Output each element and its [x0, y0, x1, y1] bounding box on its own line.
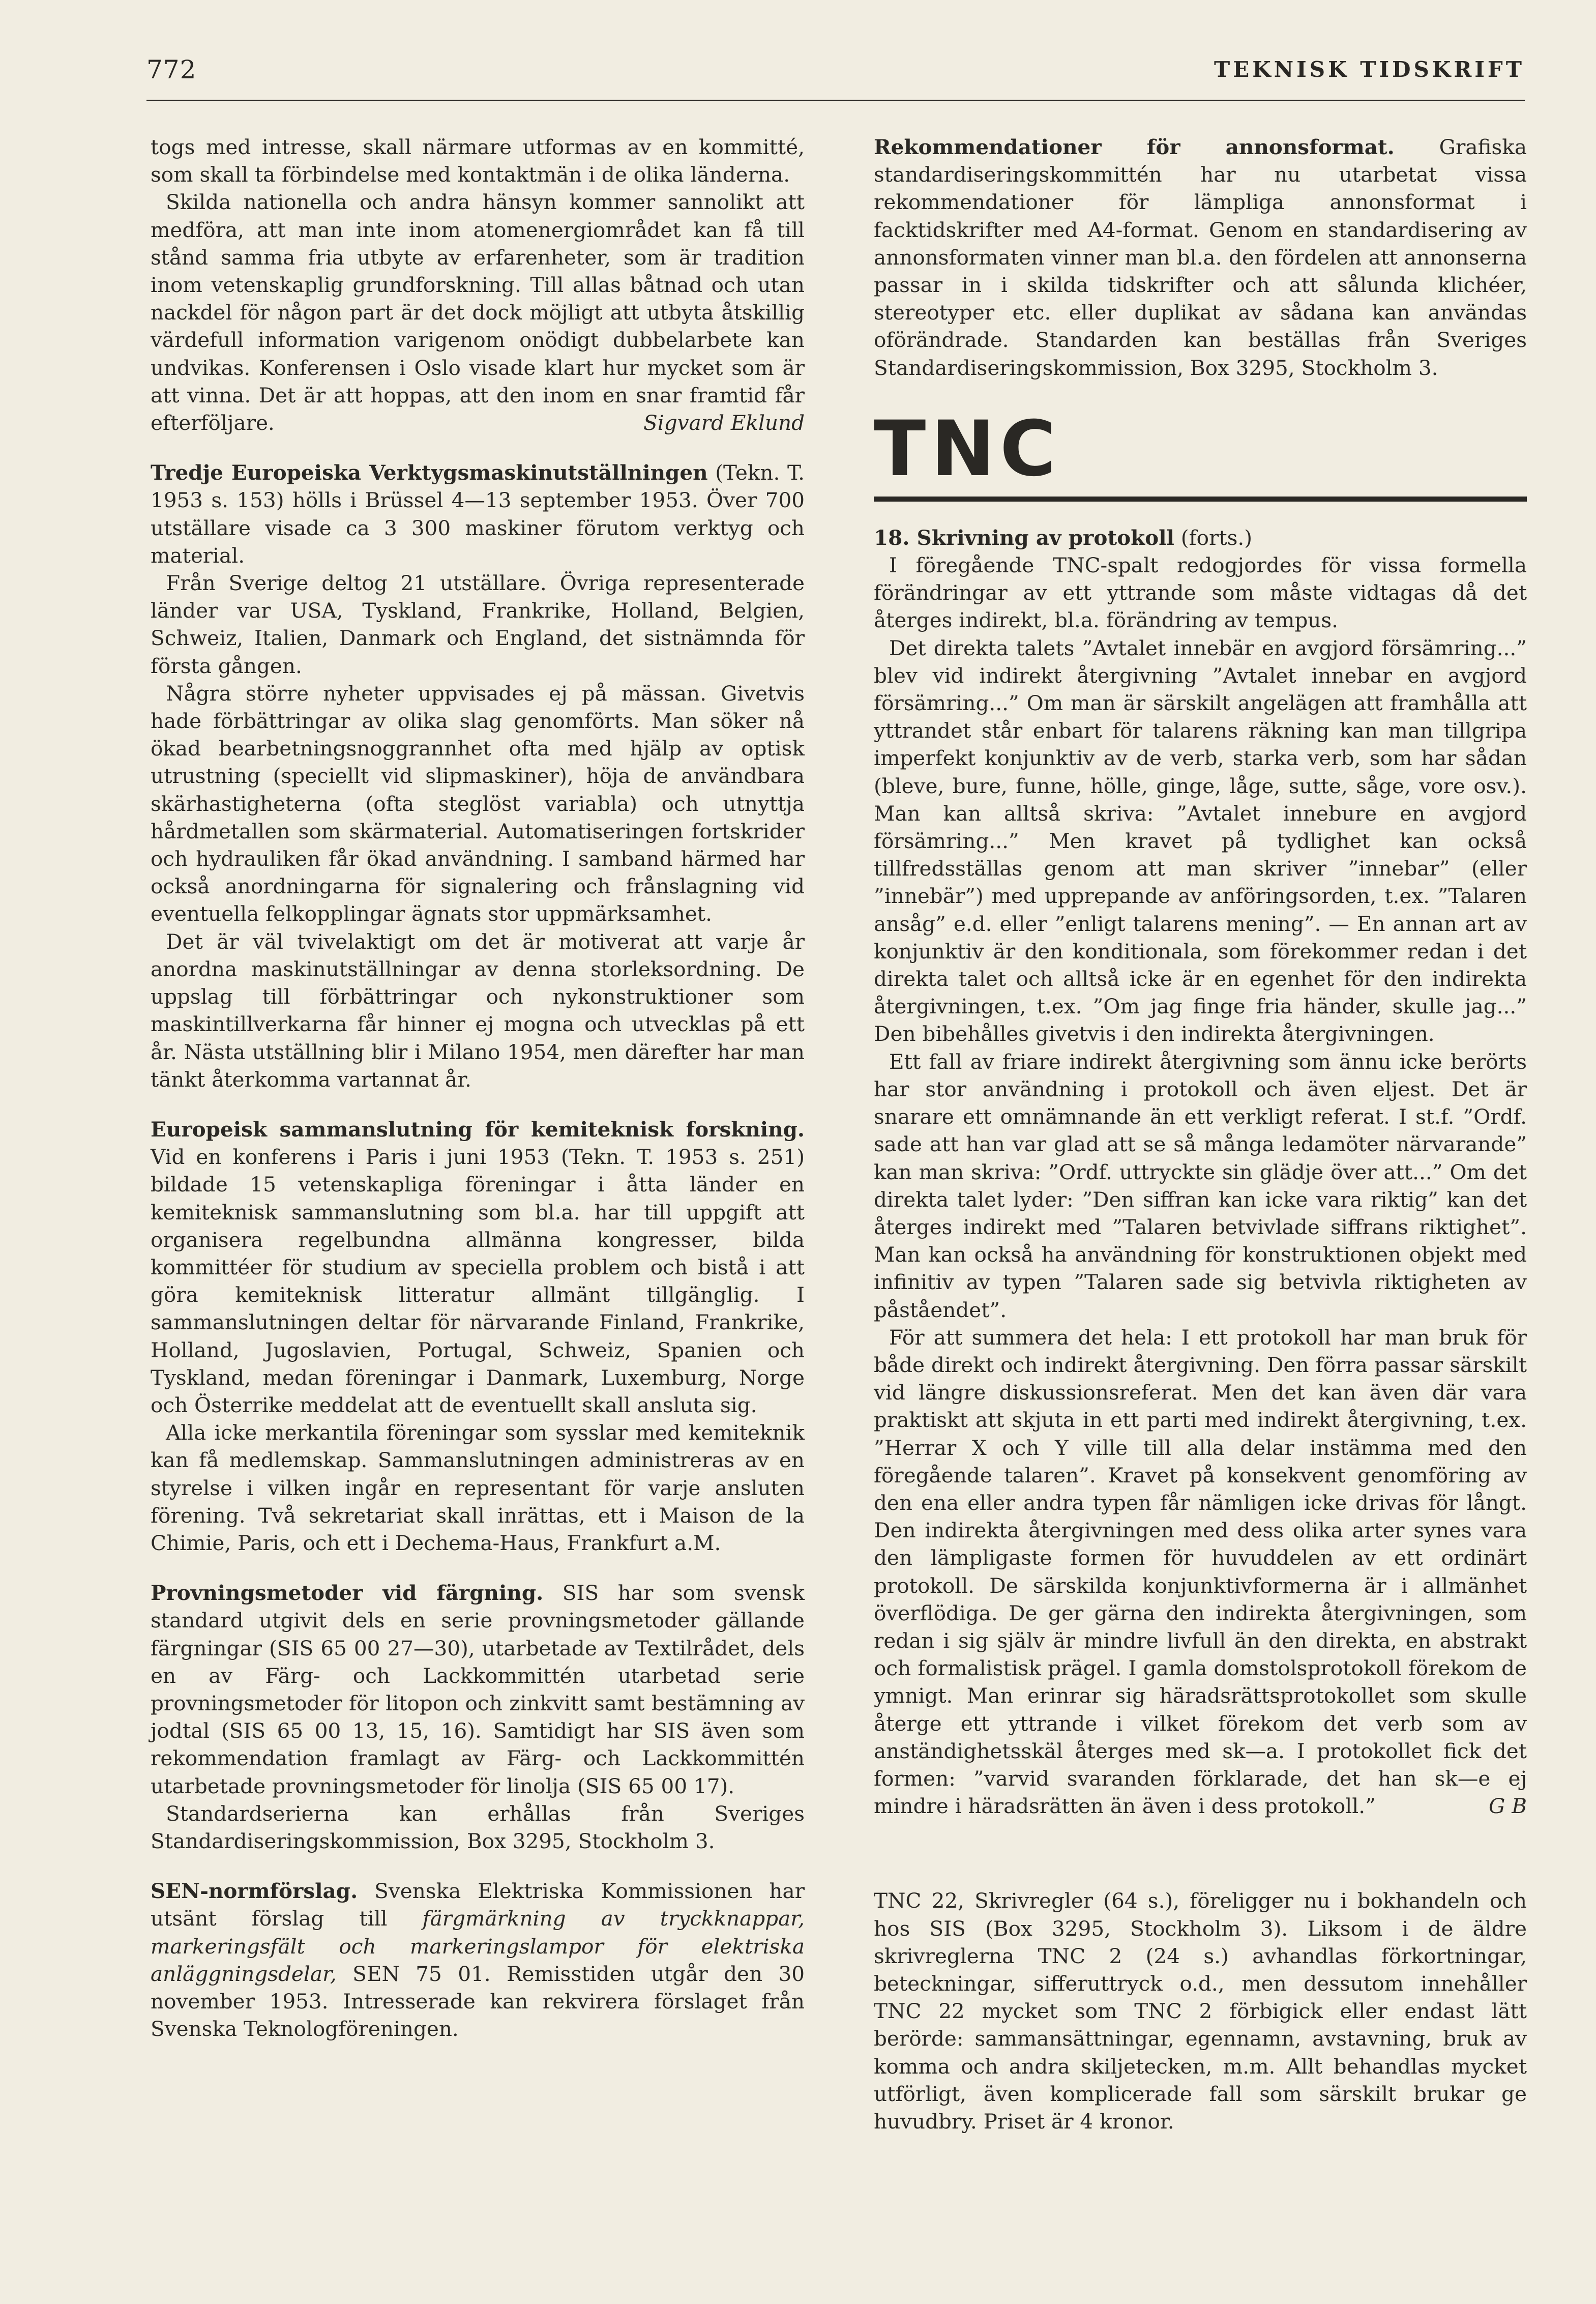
- paragraph: Alla icke merkantila föreningar som sysslar med kemiteknik kan få medlemskap. Sammanslutningen administreras av en styrelse i vilken ingår en representant för varje ansluten förening. Två sekretariat skall inrättas, ett i Maison de la Chimie, Paris, och ett i Dechema-Haus, Frankfurt a.M.: [151, 1420, 805, 1555]
- paragraph-text: (Tekn. T. 1953 s. 153) hölls i Brüssel 4—13 september 1953. Över 700 utställare visade ca 3 300 maskiner förutom verktyg och material.: [151, 460, 805, 568]
- article-tnc-protokoll: [874, 524, 1527, 1820]
- paragraph: Ett fall av friare indirekt återgivning som ännu icke berörts har stor användning i protokoll och även eljest. Det är snarare ett omnämnande än ett verkligt referat. I st.f. ”Ordf. sade att han var glad att se så många ledamöter närvarande” kan man skriva: ”Ordf. uttryckte sin glädje över att...” Om det direkta talet lyder: ”Den siffran kan icke vara riktig” kan det återges indirekt med ”Talaren betvivlade siffrans riktighet”. Man kan också ha användning för konstruktionen objekt med infinitiv av typen ”Talaren sade sig betvivla riktigheten av påståendet”.: [874, 1049, 1527, 1322]
- paragraph: [151, 1579, 805, 1800]
- paragraph: [874, 1324, 1527, 1820]
- article-tnc22: [874, 1887, 1527, 2135]
- article-sen: [151, 1877, 805, 2043]
- article-provning: [151, 1579, 805, 1855]
- paragraph-text: Skilda nationella och andra hänsyn kommer sannolikt att medföra, att man inte inom atomenergiområdet kan få till stånd samma fria utbyte av erfarenheter, som är tradition inom vetenskaplig grundforskning. Till allas båtnad och utan nackdel för någon part är det dock möjligt att utbyta åtskillig värdefull information varigenom onödigt dubbelarbete kan undvikas. Konferensen i Oslo visade klart hur mycket som är att vinna. Det är att hoppas, att den inom en snar framtid får efterföljare.: [151, 190, 805, 435]
- paragraph-text: För att summera det hela: I ett protokoll har man bruk för både direkt och indirekt återgivning. Den förra passar särskilt vid längre diskussionsreferat. Men det kan även där vara praktiskt att skjuta in ett parti med indirekt återgivning, t.ex. ”Herrar X och Y ville till alla delar instämma med den föregående talaren”. Kravet på konsekvent genomföring av den ena eller andra typen får nämligen icke drivas för långt. Den indirekta återgivningen med dess olika arter synes vara den lämpligaste formen för huvuddelen av ett ordinärt protokoll. De särskilda konjunktivformerna är i allmänhet överflödiga. De ger gärna den indirekta återgivningen, som redan i sig själv är mindre livfull än den direkta, en abstrakt och formalistisk prägel. I gamla domstolsprotokoll förekom de ymnigt. Man erinrar sig häradsrättsprotokollet som skulle återge ett yttrande i vilket förekom det verb som av anständighetsskäl återges med sk—a. I protokollet fick det formen: ”varvid svaranden förklarade, det han sk—e ej mindre i häradsrätten än även i dess protokoll.”: [874, 1325, 1527, 1819]
- paragraph: I föregående TNC-spalt redogjordes för vissa formella förändringar av ett yttrande som måste vidtagas då det återges indirekt, bl.a. förändring av tempus.: [874, 553, 1527, 633]
- author-signature: Sigvard Eklund: [643, 411, 805, 435]
- article-heading: 18. Skrivning av protokoll: [874, 525, 1174, 550]
- article-heading: Provningsmetoder vid färgning.: [151, 1581, 544, 1606]
- paragraph: [151, 1116, 805, 1419]
- paragraph: [874, 133, 1527, 382]
- paragraph-text: Grafiska standardiseringskommittén har nu utarbetat vissa rekommendationer för lämpliga annonsformat i facktidskrifter med A4-format. Genom en standardisering av annonsformaten vinner man bl.a. den fördelen att annonserna passar in i skilda tidskrifter och att sålunda klichéer, stereotyper etc. eller duplikat av sådana kan användas oförändrade. Standarden kan beställas från Sveriges Standardiseringskommission, Box 3295, Stockholm 3.: [874, 135, 1527, 380]
- paragraph: [151, 1877, 805, 2043]
- header-rule: [146, 100, 1525, 101]
- tnc-rule: [874, 497, 1527, 502]
- paragraph: [874, 524, 1527, 551]
- page-header: [146, 51, 1525, 102]
- article-heading: Europeisk sammanslutning för kemiteknisk forskning.: [151, 1117, 805, 1142]
- italic-text: färgmärkning av tryckknappar, markeringsfält och markeringslampor för elektriska anläggningsdelar,: [151, 1906, 805, 1986]
- tnc-section-title: TNC: [874, 404, 1061, 493]
- author-signature: G B: [1489, 1794, 1527, 1819]
- paragraph: Från Sverige deltog 21 utställare. Övriga representerade länder var USA, Tyskland, Frankrike, Holland, Belgien, Schweiz, Italien, Danmark och England, det sistnämnda för första gången.: [151, 571, 805, 678]
- article-heading: SEN-normförslag.: [151, 1879, 358, 1904]
- paragraph: togs med intresse, skall närmare utformas av en kommitté, som skall ta förbindelse med kontaktmän i de olika länderna.: [151, 135, 805, 187]
- paragraph: Det direkta talets ”Avtalet innebär en avgjord försämring...” blev vid indirekt återgivning ”Avtalet innebar en avgjord försämring...” Om man är särskilt angelägen att framhålla att yttrandet står enbart för talarens räkning kan man tillgripa imperfekt konjunktiv av de verb, starka verb, som har sådan (bleve, bure, funne, hölle, ginge, låge, sutte, såge, vore osv.). Man kan alltså skriva: ”Avtalet innebure en avgjord försämring...” Men kravet på tydlighet kan också tillfredsställas genom att man skriver ”innebar” (eller ”innebär”) med upprepande av anföringsorden, t.ex. ”Talaren ansåg” e.d. eller ”enligt talarens mening”. — En annan art av konjunktiv är den konditionala, som förekommer redan i det direkta talet och alltså icke är en egenhet för den indirekta återgivningen, t.ex. ”Om jag finge fria händer, skulle jag...” Den bibehålles givetvis i den indirekta återgivningen.: [874, 635, 1527, 1046]
- article-heading: Rekommendationer för annonsformat.: [874, 135, 1395, 159]
- paragraph: Några större nyheter uppvisades ej på mässan. Givetvis hade förbättringar av olika slag genomförts. Man söker nå ökad bearbetningsnoggrannhet ofta med hjälp av optisk utrustning (speciellt vid slipmaskiner), höja de användbara skärhastigheterna (ofta steglöst variabla) och utnyttja hårdmetallen som skärmaterial. Automatiseringen fortskrider och hydrauliken får ökad användning. I samband härmed har också anordningarna för signalering och frånslagning vid eventuella felkopplingar ägnats stor uppmärksamhet.: [151, 681, 805, 926]
- article-verktyg: [151, 459, 805, 1093]
- paragraph-text: Vid en konferens i Paris i juni 1953 (Tekn. T. 1953 s. 251) bildade 15 vetenskapliga föreningar i åtta länder en kemiteknisk sammanslutning som bl.a. har till uppgift att organisera regelbundna allmänna kongresser, bilda kommittéer för studium av speciella problem och bistå i att göra kemiteknisk litteratur allmänt tillgänglig. I sammanslutningen deltar för närvarande Finland, Frankrike, Holland, Jugoslavien, Portugal, Schweiz, Spanien och Tyskland, medan föreningar i Danmark, Luxemburg, Norge och Österrike meddelat att de eventuellt skall ansluta sig.: [151, 1145, 805, 1417]
- article-kemi: [151, 1116, 805, 1557]
- heading-suffix: (forts.): [1174, 525, 1253, 550]
- paragraph-text: SIS har som svensk standard utgivit dels en serie provningsmetoder gällande färgningar (SIS 65 00 27—30), utarbetade av Textilrådet, dels en av Färg- och Lackkommittén utarbetad serie provningsmetoder för litopon och zinkvitt samt bestämning av jodtal (SIS 65 00 13, 15, 16). Samtidigt har SIS även som rekommendation framlagt av Färg- och Lackkommittén utarbetade provningsmetoder för linolja (SIS 65 00 17).: [151, 1581, 805, 1798]
- article-heading: Tredje Europeiska Verktygsmaskinutställningen: [151, 460, 708, 485]
- right-column: [874, 133, 1527, 2135]
- paragraph-text: SEN 75 01. Remisstiden utgår den 30 november 1953. Intresserade kan rekvirera förslaget från Svenska Teknologföreningen.: [151, 1961, 805, 2041]
- paragraph: Standardserierna kan erhållas från Sveriges Standardiseringskommission, Box 3295, Stockholm 3.: [151, 1801, 805, 1853]
- left-column: [151, 133, 805, 2043]
- article-annonsformat: [874, 133, 1527, 382]
- paragraph: TNC 22, Skrivregler (64 s.), föreligger nu i bokhandeln och hos SIS (Box 3295, Stockholm 3). Liksom i de äldre skrivreglerna TNC 2 (24 s.) avhandlas förkortningar, beteckningar, sifferuttryck o.d., men dessutom innehåller TNC 22 mycket som TNC 2 förbigick eller endast lätt berörde: sammansättningar, egennamn, avstavning, bruk av komma och andra skiljetecken, m.m. Allt behandlas mycket utförligt, även komplicerade fall som särskilt brukar ge huvudbry. Priset är 4 kronor.: [874, 1888, 1527, 2134]
- journal-title: TEKNISK TIDSKRIFT: [1214, 57, 1525, 82]
- paragraph-text: Svenska Elektriska Kommissionen har utsänt förslag till: [151, 1879, 805, 1931]
- paragraph: Det är väl tvivelaktigt om det är motiverat att varje år anordna maskinutställningar av denna storleksordning. De uppslag till förbättringar och nykonstruktioner som maskintillverkarna får hinner ej mogna och utvecklas på ett år. Nästa utställning blir i Milano 1954, men därefter har man tänkt återkomma vartannat år.: [151, 929, 805, 1092]
- article-intro-continued: [151, 133, 805, 436]
- paragraph: [151, 459, 805, 569]
- page-number: 772: [146, 55, 197, 84]
- paragraph: [151, 188, 805, 436]
